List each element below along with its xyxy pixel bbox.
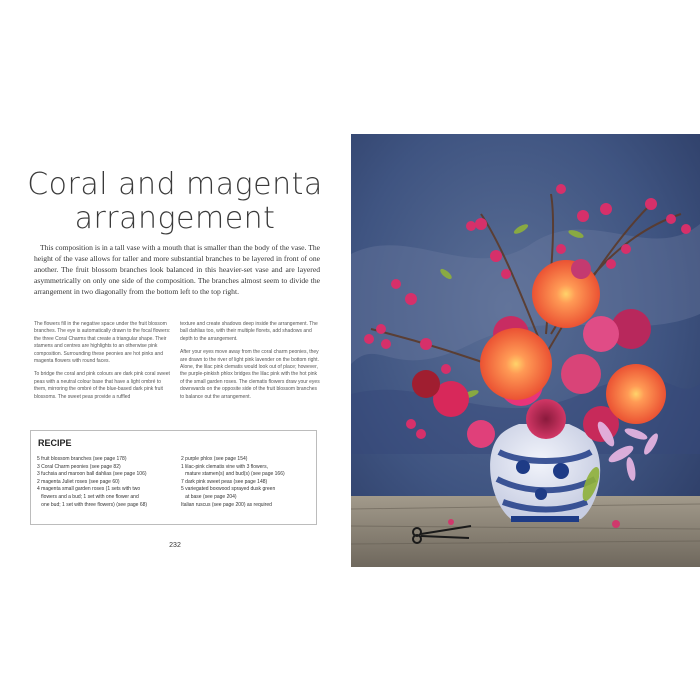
- recipe-list-right: [181, 456, 319, 509]
- body-column-right: [180, 321, 320, 407]
- coral-peony: [606, 364, 666, 424]
- recipe-item: 2 purple phlox (see page 154): [181, 456, 248, 462]
- page-number: 232: [169, 542, 181, 549]
- recipe-item: Italian ruscus (see page 200) as required: [181, 501, 272, 508]
- recipe-item: 5 fruit blossom branches (see page 178): [37, 456, 127, 462]
- body-paragraph: After your eyes move away from the coral charm peonies, they are drawn to the river of light pink lavender on the bottom right. Alone, the lilac pink clematis would look out of place; however, the purple-pinkish phlox bridges the lilac pink with the hot pink of the small garden roses. The clematis flowers draw your eyes downwards on the opposite side of the fruit blossom branches to balance out the arrangement.: [180, 349, 320, 400]
- recipe-item: 3 fuchsia and maroon ball dahlias (see page 106): [37, 471, 147, 478]
- body-paragraph: texture and create shadows deep inside the arrangement. The ball dahlias too, with their multiple florets, add shadows and depth to the arrangement.: [180, 321, 318, 342]
- body-column-left: [34, 321, 174, 407]
- title-line-1: Coral and magenta: [27, 167, 323, 202]
- recipe-box: [30, 430, 317, 525]
- recipe-item: 1 lilac-pink clematis vine with 3 flowers,: [181, 463, 268, 470]
- recipe-item: 3 Coral Charm peonies (see page 82): [37, 463, 121, 470]
- recipe-item: 5 variegated boxwood sprayed dusk green: [181, 486, 276, 493]
- photo-illustration: [351, 134, 700, 567]
- body-paragraph: To bridge the coral and pink colours are dark pink coral sweet peas with a neutral colour base that have a light ombré to them, mirroring the ombré of the blue-based dark pink fruit blossoms. The sweet peas provide a ruffled: [34, 371, 170, 400]
- recipe-item: 2 magenta Juliet roses (see page 60): [37, 478, 120, 485]
- page-title: [20, 168, 330, 236]
- flower-arrangement-photo: [351, 134, 700, 567]
- recipe-item: flowers and a bud; 1 set with one flower and: [37, 493, 139, 500]
- recipe-list-left: [37, 456, 175, 509]
- recipe-item: at base (see page 204): [181, 493, 237, 500]
- recipe-heading: RECIPE: [38, 438, 72, 448]
- coral-peony: [480, 328, 552, 400]
- intro-paragraph: This composition is in a tall vase with a mouth that is smaller than the body of the vase. The height of the vase allows for taller and more substantial branches to be layered in front of one another. The fruit blossom branches look balanced in this heavier-set vase and are layered asymmetrically on only one side of the composition. The branches almost seem to divide the arrangement in two diagonally from the bottom left to the top right.: [34, 243, 320, 296]
- recipe-item: mature stamen(s) and bud(s) (see page 166): [181, 471, 285, 478]
- recipe-item: 4 magenta small garden roses (1 sets with two: [37, 486, 141, 493]
- title-line-2: arrangement: [74, 201, 276, 236]
- recipe-item: 7 dark pink sweet peas (see page 148): [181, 478, 268, 485]
- recipe-item: one bud; 1 set with three flowers) (see page 68): [37, 501, 148, 508]
- body-paragraph: The flowers fill in the negative space under the fruit blossom branches. The eye is automatically drawn to the focal flowers: the three Coral Charms that create a triangular shape. Their stamens and centres are highlights to an otherwise pink composition. Surrounding these peonies are hot pinks and magenta flowers with round faces.: [34, 321, 171, 365]
